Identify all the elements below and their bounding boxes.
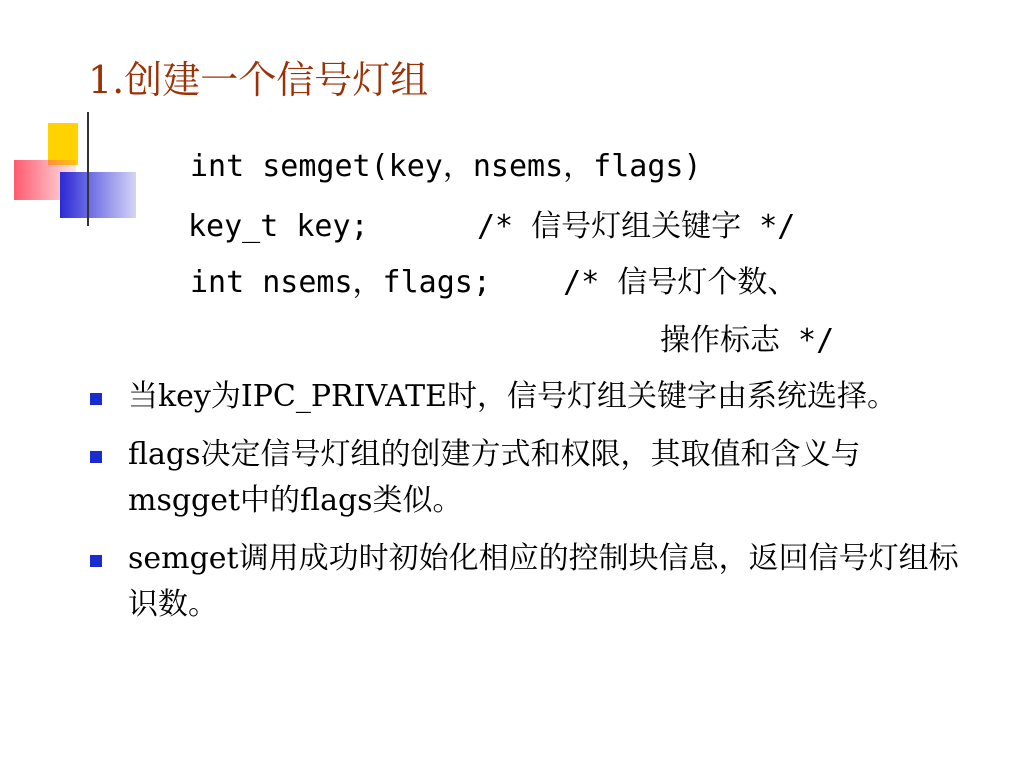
- list-item: [88, 374, 968, 420]
- code-line-key-decl: key_t key; /* 信号灯组关键字 */: [188, 209, 796, 244]
- bullet-square-icon: [90, 451, 102, 463]
- bullet-square-icon: [90, 393, 102, 405]
- list-item: [88, 536, 968, 628]
- code-line-comment-cont: 操作标志 */: [660, 323, 835, 358]
- bullet-square-icon: [90, 555, 102, 567]
- corner-decoration: [0, 0, 300, 230]
- bullet-list: [88, 374, 968, 640]
- deco-yellow-square: [48, 123, 78, 165]
- bullet-text: flags决定信号灯组的创建方式和权限，其取值和含义与msgget中的flags类似。: [128, 437, 861, 518]
- bullet-text: 当key为IPC_PRIVATE时，信号灯组关键字由系统选择。: [128, 379, 898, 414]
- code-line-signature: int semget(key，nsems，flags): [190, 149, 702, 184]
- deco-red-square: [14, 160, 76, 200]
- list-item: [88, 432, 968, 524]
- code-line-nsems-decl: int nsems，flags; /* 信号灯个数、: [190, 265, 798, 300]
- bullet-text: semget调用成功时初始化相应的控制块信息，返回信号灯组标识数。: [128, 541, 959, 622]
- deco-blue-square: [60, 172, 136, 218]
- slide-title: 1.创建一个信号灯组: [88, 58, 429, 102]
